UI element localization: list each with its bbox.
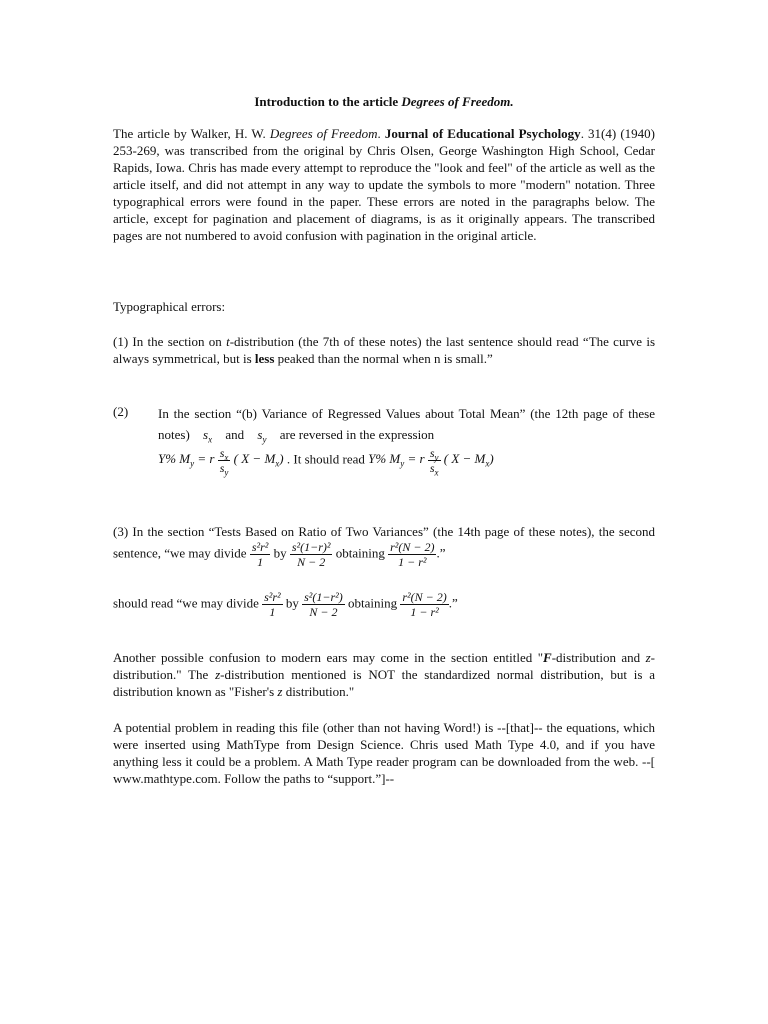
- fraction-s2r2: $\frac{\text{s²r²}}{1}$: [251, 540, 269, 569]
- error-3-correction: should read “we may divide $\frac{\text{s²r²}}{1}$ by $\frac{\text{s²(1−r²)}}{N - 2}$ obtaining $\frac{\text{r²(N − 2)}}{\text{1 − r²}}$ .”: [113, 590, 458, 619]
- intro-paragraph: The article by Walker, H. W. Degrees of Freedom. Journal of Educational Psychology. 31(4) (1940) 253-269, was transcribed from the original by Chris Olsen, George Washington High School, Cedar Rapids, Iowa. Chris has made every attempt to reproduce the "look and feel" of the article as well as the article itself, and did not attempt in any way to update the symbols to more "modern" notation. Three typographical errors were found in the paper. These errors are noted in the paragraphs below. The article, except for pagination and placement of diagrams, is as it originally appears. The transcribed pages are not numbered to avoid confusion with pagination in the original article.: [113, 126, 655, 243]
- title-article: Degrees of Freedom.: [401, 94, 514, 109]
- sx-symbol: $s_x$: [203, 427, 213, 445]
- error-2-expressions: [158, 446, 494, 478]
- typo-heading: Typographical errors:: [113, 299, 226, 314]
- should-read-label: . It should read: [286, 451, 365, 467]
- sy-symbol: $s_y$: [257, 427, 267, 445]
- error-2-paragraph: In the section “(b) Variance of Regressed Values about Total Mean” (the 12th page of these notes) $s_x$ and $s_y$ are reversed in the expression: [158, 406, 655, 445]
- fraction-s2r2-correct: $\frac{\text{s²r²}}{1}$: [264, 590, 281, 619]
- error-2-number: (2): [113, 404, 129, 419]
- title-lead: Introduction to the article: [254, 94, 402, 109]
- fraction-result: $\frac{\text{r²(N − 2)}}{\text{1 − r²}}$: [390, 540, 435, 569]
- page-title: [0, 93, 768, 110]
- error-3-paragraph: (3) In the section “Tests Based on Ratio of Two Variances” (the 14th page of these notes), the second sentence, “we may divide $\frac{\text{s²r²}}{1}$ by $\frac{\text{s²(1−r)²}}{N - 2}$ obtaining $\frac{\text{r²(N − 2)}}{\text{1 − r²}}$ .”: [113, 524, 655, 569]
- confusion-paragraph: Another possible confusion to modern ears may come in the section entitled "F-distribution and z-distribution." The z-distribution mentioned is NOT the standardized normal distribution, but is a distribution known as "Fisher's z distribution.": [113, 650, 656, 699]
- fraction-correct-numerator: $\frac{\text{s²(1−r²)}}{N - 2}$: [304, 590, 343, 619]
- fraction-result-correct: $\frac{\text{r²(N − 2)}}{\text{1 − r²}}$: [402, 590, 447, 619]
- closing-paragraph: A potential problem in reading this file (other than not having Word!) is --[that]-- the equations, which were inserted using MathType from Design Science. Chris used Math Type 4.0, and if you have anything less it could be a problem. A Math Type reader program can be downloaded from the web. --[ www.mathtype.com. Follow the paths to “support.”]--: [113, 720, 655, 786]
- error-1-paragraph: (1) In the section on t-distribution (the 7th of these notes) the last sentence should read “The curve is always symmetrical, but is less peaked than the normal when n is small.”: [113, 334, 655, 366]
- journal-name: Journal of Educational Psychology: [384, 126, 581, 141]
- fraction-wrong-numerator: $\frac{\text{s²(1−r)²}}{N - 2}$: [291, 540, 331, 569]
- wrong-expression: Y% $M_y = r$ $\frac{s_x}{s_y}$ ( $X - M_x$): [158, 446, 284, 478]
- correct-expression: Y% $M_y = r$ $\frac{s_y}{s_x}$ ( $X - M_x$): [368, 446, 494, 478]
